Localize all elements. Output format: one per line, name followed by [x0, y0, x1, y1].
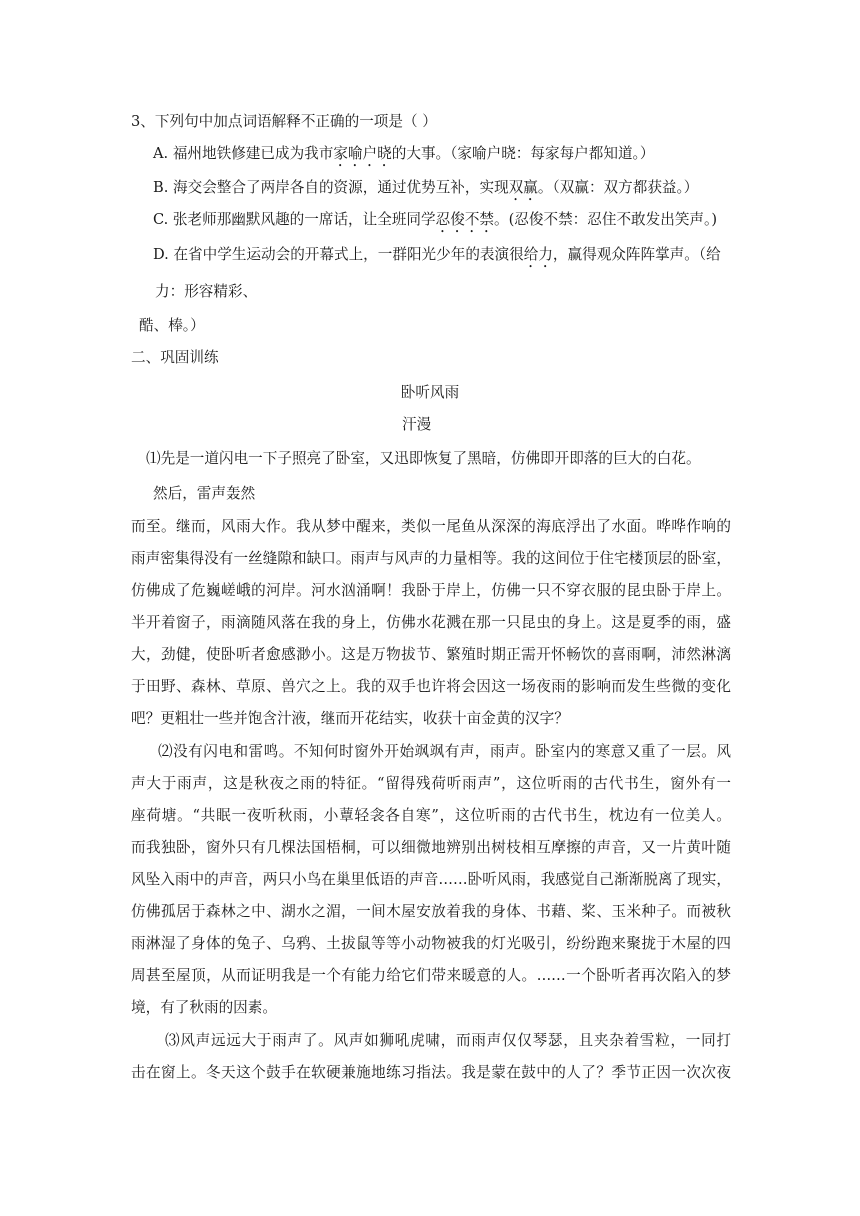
- paragraph-2-line-6: 仿佛孤居于森林之中、湖水之湄，一间木屋安放着我的身体、书藉、桨、玉米种子。而被秋: [131, 903, 731, 920]
- paragraph-2-line-3: 座荷塘。“共眠一夜听秋雨，小蕈轻衾各自寒”，这位听雨的古代书生，枕边有一位美人。: [131, 807, 731, 824]
- paragraph-1-line-3: 而至。继而，风雨大作。我从梦中醒来，类似一尾鱼从深深的海底浮出了水面。哗哗作响的: [131, 518, 731, 535]
- option-a-dotted-word: 家喻户晓: [333, 145, 392, 162]
- paragraph-1-line-2: 然后，雷声轰然: [153, 485, 256, 502]
- section-heading: 二、巩固训练: [131, 349, 219, 366]
- paragraph-2-line-9: 境，有了秋雨的因素。: [131, 999, 277, 1016]
- paragraph-1-line-5: 仿佛成了危巍嵯峨的河岸。河水汹涌啊！我卧于岸上，仿佛一只不穿衣服的昆虫卧于岸上。: [131, 582, 731, 599]
- option-a-suffix: 的大事。（家喻户晓：每家每户都知道。）: [391, 145, 655, 162]
- paragraph-2-line-5: 风坠入雨中的声音，两只小鸟在巢里低语的声音……卧听风雨，我感觉自己渐渐脱离了现实，: [131, 871, 731, 888]
- option-b: [153, 178, 698, 204]
- option-d-prefix: D. 在省中学生运动会的开幕式上，一群阳光少年的表演很: [153, 246, 524, 263]
- option-c-dotted-word: 忍俊不禁: [435, 211, 495, 228]
- paragraph-1-line-1: ⑴先是一道闪电一下子照亮了卧室，又迅即恢复了黑暗，仿佛即开即落的巨大的白花。: [146, 450, 701, 467]
- option-b-dotted-word: 双赢: [508, 179, 538, 196]
- paragraph-1-line-7: 大，劲健，使卧听者愈感渺小。这是万物拔节、繁殖时期正需开怀畅饮的喜雨啊，沛然淋漓: [131, 646, 731, 663]
- option-c: [153, 210, 717, 236]
- article-title: 卧听风雨: [400, 384, 460, 401]
- option-b-suffix: 。（双赢：双方都获益。）: [537, 179, 699, 196]
- paragraph-2-line-2: 声大于雨声，这是秋夜之雨的特征。“留得残荷听雨声”，这位听雨的古代书生，窗外有一: [131, 775, 731, 792]
- question-stem: 3、下列句中加点词语解释不正确的一项是（ ）: [131, 113, 437, 130]
- paragraph-2-line-1: ⑵没有闪电和雷鸣。不知何时窗外开始飒飒有声，雨声。卧室内的寒意又重了一层。风: [158, 743, 731, 760]
- option-b-prefix: B. 海交会整合了两岸各自的资源，通过优势互补，实现: [153, 179, 509, 196]
- option-d-continued: 力：形容精彩、: [155, 283, 258, 300]
- option-d-end: 酷、棒。）: [139, 317, 205, 334]
- paragraph-2-line-8: 周甚至屋顶，从而证明我是一个有能力给它们带来暖意的人。……一个卧听者再次陷入的梦: [131, 967, 731, 984]
- paragraph-1-line-9: 吧？更粗壮一些并饱含汁液，继而开花结实，收获十亩金黄的汉字？: [131, 710, 569, 727]
- option-d: [153, 245, 721, 271]
- article-author: 汗漫: [402, 416, 432, 433]
- option-a: [153, 144, 654, 170]
- option-d-suffix: ，赢得观众阵阵掌声。（给: [552, 246, 721, 263]
- option-c-prefix: C. 张老师那幽默风趣的一席话，让全班同学: [153, 211, 436, 228]
- paragraph-1-line-4: 雨声密集得没有一丝缝隙和缺口。雨声与风声的力量相等。我的这间位于住宅楼顶层的卧室，: [131, 550, 731, 567]
- option-d-dotted-word: 给力: [523, 246, 553, 263]
- paragraph-1-line-6: 半开着窗子，雨滴随风落在我的身上，仿佛水花溅在那一只昆虫的身上。这是夏季的雨，盛: [131, 614, 731, 631]
- paragraph-1-line-8: 于田野、森林、草原、兽穴之上。我的双手也许将会因这一场夜雨的影响而发生些微的变化: [131, 678, 731, 695]
- paragraph-3-line-1: ⑶风声远远大于雨声了。风声如狮吼虎啸，而雨声仅仅琴瑟，且夹杂着雪粒，一同打: [165, 1032, 731, 1049]
- option-a-prefix: A. 福州地铁修建已成为我市: [153, 145, 334, 162]
- paragraph-3-line-2: 击在窗上。冬天这个鼓手在软硬兼施地练习指法。我是蒙在鼓中的人了？季节正因一次次夜: [131, 1064, 731, 1081]
- paragraph-2-line-4: 而我独卧，窗外只有几棵法国梧桐，可以细微地辨别出树枝相互摩擦的声音，又一片黄叶随: [131, 839, 731, 856]
- option-c-suffix: 。(忍俊不禁：忍住不敢发出笑声。): [494, 211, 718, 228]
- paragraph-2-line-7: 雨淋湿了身体的兔子、乌鸦、土拔鼠等等小动物被我的灯光吸引，纷纷跑来聚拢于木屋的四: [131, 935, 731, 952]
